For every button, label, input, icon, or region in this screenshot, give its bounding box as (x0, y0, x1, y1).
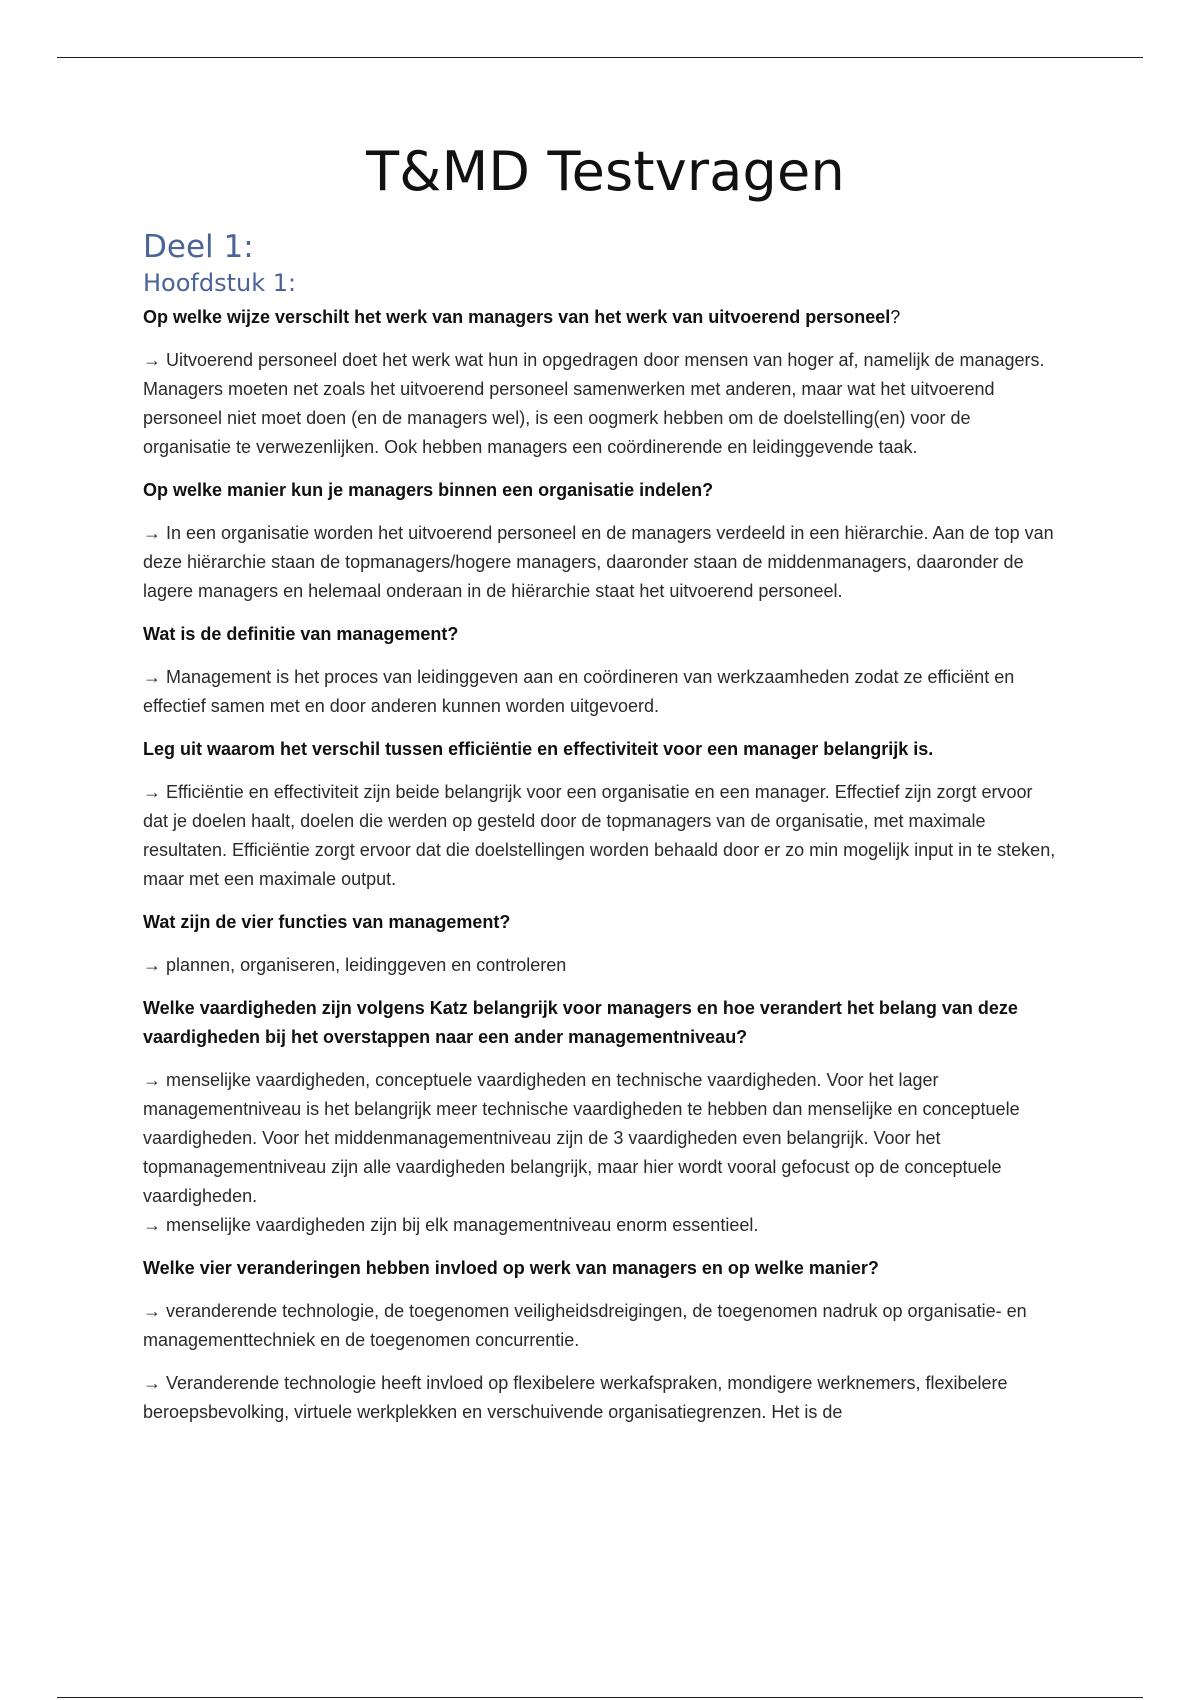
question: Wat zijn de vier functies van management? (143, 912, 511, 932)
question: Welke vaardigheden zijn volgens Katz belangrijk voor managers en hoe verandert het belang van deze vaardigheden bij het overstappen naar een ander managementniveau? (143, 998, 1018, 1047)
chapter-heading: Hoofdstuk 1: (143, 269, 297, 297)
qa-block-4 (143, 735, 1058, 894)
question: Leg uit waarom het verschil tussen efficiëntie en effectiviteit voor een manager belangrijk is. (143, 739, 934, 759)
answer (143, 951, 1058, 980)
document-page (143, 140, 1058, 1441)
answer-text: → menselijke vaardigheden zijn bij elk managementniveau enorm essentieel. (143, 1215, 759, 1235)
answer (143, 346, 1058, 462)
answer (143, 1297, 1058, 1355)
answer-continuation (143, 1369, 1058, 1427)
question (143, 303, 1058, 332)
answer-text: → Management is het proces van leidinggeven aan en coördineren van werkzaamheden zodat ze efficiënt en effectief samen met en door anderen kunnen worden uitgevoerd. (143, 667, 1015, 716)
answer-text: → Veranderende technologie heeft invloed op flexibelere werkafspraken, mondigere werknemers, flexibelere beroepsbevolking, virtuele werkplekken en verschuivende organisatiegrenzen. Het is de (143, 1373, 1008, 1422)
answer (143, 1066, 1058, 1240)
qa-block-7 (143, 1254, 1058, 1427)
answer-text: → plannen, organiseren, leidinggeven en controleren (143, 955, 567, 975)
answer-text: → veranderende technologie, de toegenomen veiligheidsdreigingen, de toegenomen nadruk op organisatie- en managementtechniek en de toegenomen concurrentie. (143, 1301, 1027, 1350)
answer-text: → In een organisatie worden het uitvoerend personeel en de managers verdeeld in een hiërarchie. Aan de top van deze hiërarchie staan de topmanagers/hogere managers, daaronder staan de middenmanagers, daaronder de lagere managers en helemaal onderaan in de hiërarchie staat het uitvoerend personeel. (143, 523, 1054, 601)
qa-block-5 (143, 908, 1058, 980)
question: Welke vier veranderingen hebben invloed op werk van managers en op welke manier? (143, 1258, 879, 1278)
question: Wat is de definitie van management? (143, 624, 459, 644)
answer (143, 778, 1058, 894)
question-mark: ? (890, 307, 901, 327)
qa-block-3 (143, 620, 1058, 721)
document-title: T&MD Testvragen (366, 140, 845, 203)
footer-rule (57, 1697, 1143, 1698)
answer (143, 519, 1058, 606)
question: Op welke manier kun je managers binnen een organisatie indelen? (143, 480, 714, 500)
qa-block-1 (143, 303, 1058, 462)
qa-block-2 (143, 476, 1058, 606)
answer-text: → Efficiëntie en effectiviteit zijn beide belangrijk voor een organisatie en een manager. Effectief zijn zorgt ervoor dat je doelen haalt, doelen die werden op gesteld door de topmanagers van de organisatie, met maximale resultaten. Efficiëntie zorgt ervoor dat die doelstellingen worden behaald door er zo min mogelijk input in te steken, maar met een maximale output. (143, 782, 1056, 889)
section-heading: Deel 1: (143, 229, 254, 265)
answer (143, 663, 1058, 721)
answer-text: → menselijke vaardigheden, conceptuele vaardigheden en technische vaardigheden. Voor het lager managementniveau is het belangrijk meer technische vaardigheden te hebben dan menselijke en conceptuele vaardigheden. Voor het middenmanagementniveau zijn de 3 vaardigheden even belangrijk. Voor het topmanagementniveau zijn alle vaardigheden belangrijk, maar hier wordt vooral gefocust op de conceptuele vaardigheden. (143, 1070, 1020, 1206)
answer-text: → Uitvoerend personeel doet het werk wat hun in opgedragen door mensen van hoger af, namelijk de managers. Managers moeten net zoals het uitvoerend personeel samenwerken met anderen, maar wat het uitvoerend personeel niet moet doen (en de managers wel), is een oogmerk hebben om de doelstelling(en) voor de organisatie te verwezenlijken. Ook hebben managers een coördinerende en leidinggevende taak. (143, 350, 1045, 457)
question-text: Op welke wijze verschilt het werk van managers van het werk van uitvoerend personeel (143, 307, 891, 327)
header-rule (57, 57, 1143, 58)
qa-block-6 (143, 994, 1058, 1240)
